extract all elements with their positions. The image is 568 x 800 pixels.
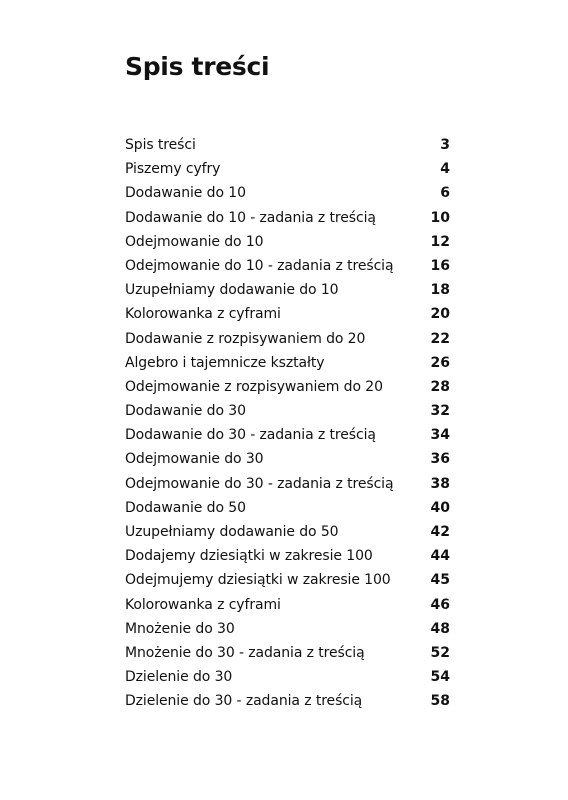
toc-entry bbox=[125, 157, 450, 181]
toc-entry bbox=[125, 472, 450, 496]
toc-entry-page-number: 54 bbox=[430, 669, 450, 686]
toc-entry-label: Uzupełniamy dodawanie do 10 bbox=[125, 282, 339, 299]
toc-entry bbox=[125, 133, 450, 157]
toc-entry bbox=[125, 689, 450, 713]
toc-entry-label: Dodawanie do 10 bbox=[125, 185, 246, 202]
table-of-contents bbox=[125, 133, 450, 714]
toc-entry bbox=[125, 641, 450, 665]
toc-entry bbox=[125, 568, 450, 592]
toc-entry-page-number: 52 bbox=[430, 644, 450, 661]
toc-entry-page-number: 20 bbox=[430, 306, 450, 323]
toc-entry bbox=[125, 206, 450, 230]
toc-entry bbox=[125, 399, 450, 423]
toc-entry-label: Dodawanie do 30 bbox=[125, 403, 246, 420]
toc-entry bbox=[125, 351, 450, 375]
toc-entry-page-number: 12 bbox=[430, 233, 450, 250]
toc-entry-page-number: 58 bbox=[430, 693, 450, 710]
toc-entry-label: Uzupełniamy dodawanie do 50 bbox=[125, 524, 339, 540]
toc-entry bbox=[125, 593, 450, 617]
toc-entry-label: Kolorowanka z cyframi bbox=[125, 306, 281, 323]
toc-entry-label: Dodawanie do 10 - zadania z treścią bbox=[125, 209, 376, 226]
toc-entry-label: Piszemy cyfry bbox=[125, 161, 221, 178]
toc-entry-page-number: 16 bbox=[430, 257, 450, 274]
toc-entry bbox=[125, 520, 450, 544]
toc-entry-page-number: 40 bbox=[430, 499, 450, 516]
toc-entry-page-number: 38 bbox=[430, 475, 450, 492]
toc-entry bbox=[125, 230, 450, 254]
toc-entry bbox=[125, 447, 450, 471]
toc-entry-label: Odejmowanie do 10 bbox=[125, 233, 264, 250]
toc-entry-page-number: 4 bbox=[440, 161, 450, 178]
toc-entry-label: Odejmowanie do 10 - zadania z treścią bbox=[125, 257, 394, 274]
toc-entry-page-number: 10 bbox=[430, 209, 450, 226]
toc-entry bbox=[125, 496, 450, 520]
toc-entry-page-number: 48 bbox=[430, 620, 450, 637]
toc-entry-label: Dodawanie do 30 - zadania z treścią bbox=[125, 427, 376, 444]
toc-entry bbox=[125, 278, 450, 302]
toc-entry-page-number: 6 bbox=[440, 185, 450, 202]
toc-entry-page-number: 42 bbox=[430, 524, 450, 540]
toc-entry-label: Dzielenie do 30 bbox=[125, 669, 233, 686]
toc-entry-page-number: 22 bbox=[430, 330, 450, 347]
toc-entry bbox=[125, 617, 450, 641]
toc-entry-label: Dodajemy dziesiątki w zakresie 100 bbox=[125, 548, 373, 565]
toc-entry-label: Odejmowanie z rozpisywaniem do 20 bbox=[125, 378, 383, 395]
toc-entry-label: Mnożenie do 30 - zadania z treścią bbox=[125, 644, 365, 661]
toc-entry bbox=[125, 254, 450, 278]
toc-entry-page-number: 28 bbox=[430, 378, 450, 395]
toc-entry bbox=[125, 544, 450, 568]
toc-entry-label: Algebro i tajemnicze kształty bbox=[125, 354, 325, 371]
toc-entry-label: Odejmowanie do 30 bbox=[125, 451, 264, 468]
toc-entry-label: Dzielenie do 30 - zadania z treścią bbox=[125, 693, 363, 710]
toc-entry-label: Mnożenie do 30 bbox=[125, 620, 235, 637]
toc-entry bbox=[125, 327, 450, 351]
toc-entry-page-number: 44 bbox=[430, 548, 450, 565]
toc-entry-page-number: 46 bbox=[430, 596, 450, 613]
toc-entry-page-number: 32 bbox=[430, 403, 450, 420]
toc-entry bbox=[125, 665, 450, 689]
toc-entry-page-number: 45 bbox=[430, 572, 450, 589]
toc-entry-page-number: 18 bbox=[430, 282, 450, 299]
toc-entry-label: Dodawanie do 50 bbox=[125, 499, 246, 516]
toc-entry-page-number: 26 bbox=[430, 354, 450, 371]
toc-entry-label: Kolorowanka z cyframi bbox=[125, 596, 281, 613]
toc-entry-page-number: 34 bbox=[430, 427, 450, 444]
page-title: Spis treści bbox=[125, 52, 270, 81]
toc-entry-page-number: 36 bbox=[430, 451, 450, 468]
toc-entry bbox=[125, 375, 450, 399]
toc-entry-label: Odejmujemy dziesiątki w zakresie 100 bbox=[125, 572, 391, 589]
toc-entry-page-number: 3 bbox=[440, 137, 450, 153]
toc-entry bbox=[125, 302, 450, 326]
toc-entry-label: Dodawanie z rozpisywaniem do 20 bbox=[125, 330, 366, 347]
toc-entry-label: Odejmowanie do 30 - zadania z treścią bbox=[125, 475, 394, 492]
toc-entry bbox=[125, 181, 450, 205]
toc-entry bbox=[125, 423, 450, 447]
toc-entry-label: Spis treści bbox=[125, 137, 196, 153]
